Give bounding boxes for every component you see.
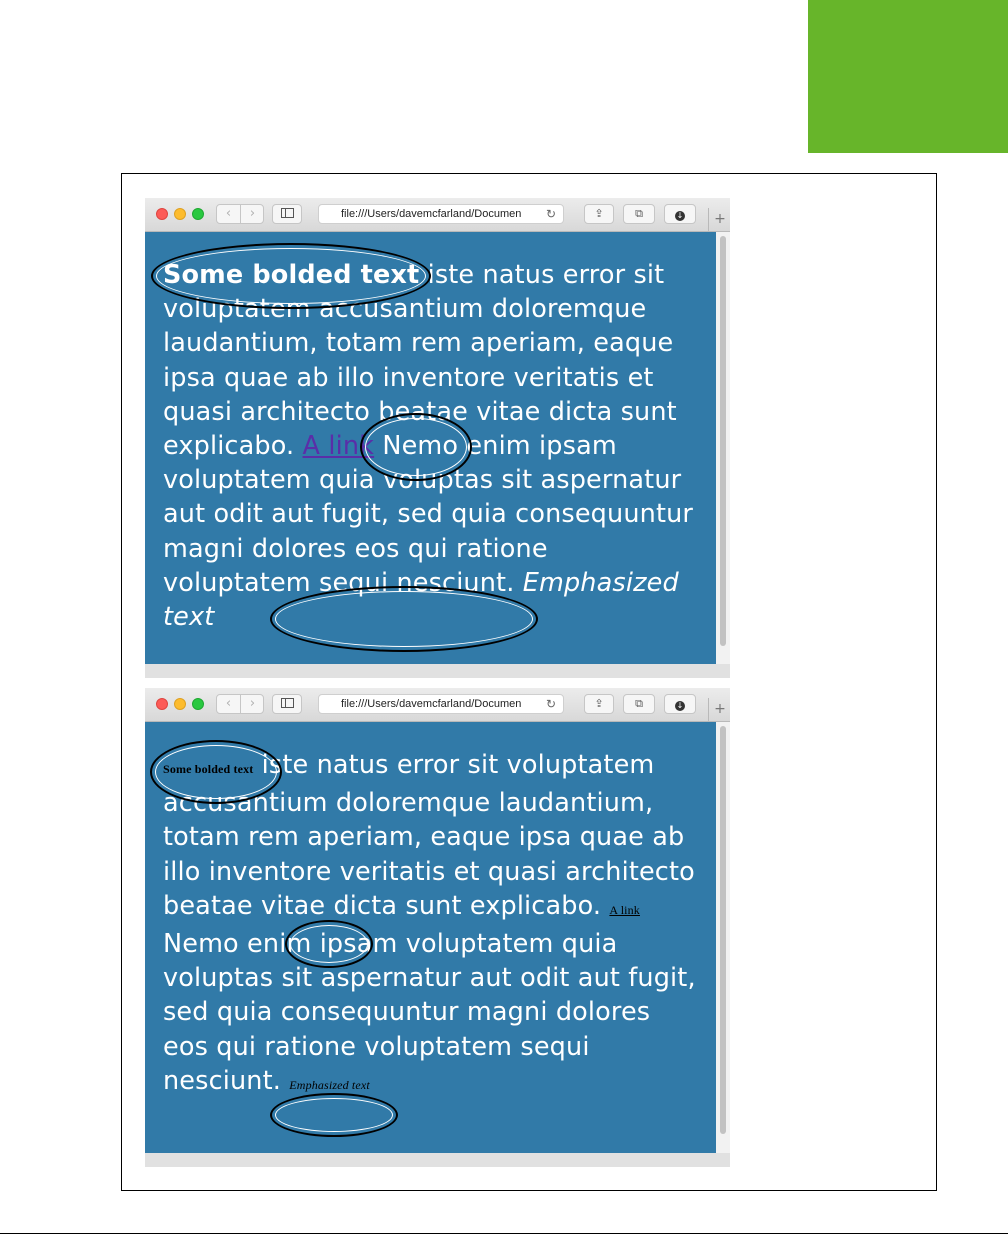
body-text-2: Nemo enim ipsam voluptatem quia voluptas sit aspernatur aut odit aut fugit, sed quia consequuntur magni dolores eos qui ratione voluptatem sequi nesciunt. <box>163 929 696 1096</box>
zoom-window-button[interactable] <box>192 698 204 710</box>
new-tab-button[interactable] <box>708 698 731 721</box>
downloads-button[interactable] <box>664 204 696 224</box>
page-bottom-rule <box>0 1233 1008 1234</box>
sidebar-toggle-button[interactable] <box>272 204 302 224</box>
bold-text: Some bolded text <box>163 260 420 290</box>
close-window-button[interactable] <box>156 208 168 220</box>
share-button[interactable] <box>584 694 614 714</box>
show-tabs-button[interactable] <box>623 204 655 224</box>
sidebar-toggle-button[interactable] <box>272 694 302 714</box>
bold-text: Some bolded text <box>163 762 254 776</box>
browser-window-bottom <box>145 688 730 1167</box>
reload-icon[interactable]: ↻ <box>545 207 556 221</box>
chevron-left-icon: ‹ <box>225 696 232 711</box>
share-button[interactable] <box>584 204 614 224</box>
body-text-2: Nemo enim ipsam voluptatem quia voluptas sit aspernatur aut odit aut fugit, sed quia consequuntur magni dolores eos qui ratione voluptatem sequi nesciunt. <box>163 431 694 598</box>
downloads-button[interactable] <box>664 694 696 714</box>
back-button[interactable] <box>217 695 241 713</box>
address-bar[interactable] <box>318 204 564 224</box>
forward-button[interactable] <box>241 695 264 713</box>
sidebar-icon <box>281 698 294 708</box>
back-button[interactable] <box>217 205 241 223</box>
navigation-buttons <box>216 204 264 224</box>
emphasized-text: Emphasized text <box>289 1077 370 1092</box>
reload-icon[interactable]: ↻ <box>545 697 556 711</box>
address-text: file:///Users/davemcfarland/Documen <box>341 208 522 220</box>
zoom-window-button[interactable] <box>192 208 204 220</box>
tabs-icon: ⧉ <box>635 697 643 710</box>
chevron-left-icon: ‹ <box>225 206 232 221</box>
link[interactable]: A link <box>302 431 375 462</box>
close-window-button[interactable] <box>156 698 168 710</box>
address-text: file:///Users/davemcfarland/Documen <box>341 698 522 710</box>
tabs-icon: ⧉ <box>635 207 643 220</box>
share-icon: ⇪ <box>594 207 604 220</box>
plus-icon: + <box>714 701 726 717</box>
page-content <box>145 722 716 1153</box>
page-content <box>145 232 716 664</box>
horizontal-scrollbar[interactable] <box>145 664 730 678</box>
minimize-window-button[interactable] <box>174 208 186 220</box>
chevron-right-icon: › <box>249 696 256 711</box>
new-tab-button[interactable] <box>708 208 731 231</box>
sidebar-icon <box>281 208 294 218</box>
scrollbar-thumb[interactable] <box>720 236 726 646</box>
link[interactable]: A link <box>609 902 640 917</box>
download-icon: ↓ <box>676 701 684 710</box>
chapter-tab <box>808 0 1008 153</box>
styled-paragraph <box>163 748 703 1102</box>
address-bar[interactable] <box>318 694 564 714</box>
styled-paragraph <box>163 258 703 634</box>
scrollbar-thumb[interactable] <box>720 726 726 1134</box>
minimize-window-button[interactable] <box>174 698 186 710</box>
browser-toolbar <box>145 688 730 722</box>
vertical-scrollbar[interactable] <box>716 722 730 1153</box>
show-tabs-button[interactable] <box>623 694 655 714</box>
share-icon: ⇪ <box>594 697 604 710</box>
vertical-scrollbar[interactable] <box>716 232 730 664</box>
plus-icon: + <box>714 211 726 227</box>
body-text-1: iste natus error sit voluptatem accusantium doloremque laudantium, totam rem aperiam, eaque ipsa quae ab illo inventore veritatis et quasi architecto beatae vitae dicta sunt explicabo. <box>163 750 695 921</box>
chevron-right-icon: › <box>249 206 256 221</box>
browser-window-top <box>145 198 730 678</box>
download-icon: ↓ <box>676 211 684 220</box>
forward-button[interactable] <box>241 205 264 223</box>
body-text-1: iste natus error sit voluptatem accusantium doloremque laudantium, totam rem aperiam, eaque ipsa quae ab illo inventore veritatis et quasi architecto beatae vitae dicta sunt explicabo. <box>163 260 677 462</box>
horizontal-scrollbar[interactable] <box>145 1153 730 1167</box>
navigation-buttons <box>216 694 264 714</box>
browser-toolbar <box>145 198 730 232</box>
emphasized-text: Emphasized text <box>163 567 679 633</box>
